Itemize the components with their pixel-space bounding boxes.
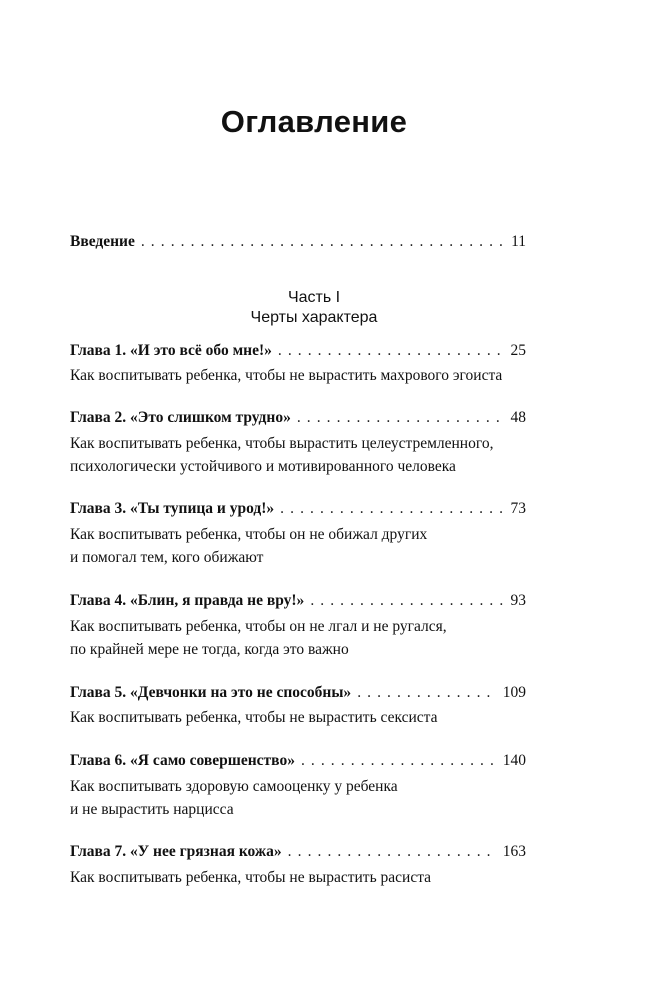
toc-entry-label: Глава 1. «И это всё обо мне!» xyxy=(70,342,272,359)
page-title: Оглавление xyxy=(220,104,408,139)
chapter-4-description xyxy=(70,615,540,661)
description-line: Как воспитывать ребенка, чтобы он не лгал и не ругался, xyxy=(70,618,447,635)
description-line: Как воспитывать ребенка, чтобы не вырастить сексиста xyxy=(70,709,438,726)
toc-entry-label: Глава 4. «Блин, я правда не вру!» xyxy=(70,592,305,609)
chapter-6-description xyxy=(70,775,540,821)
part-number: Часть I xyxy=(287,289,341,306)
description-line: Как воспитывать ребенка, чтобы вырастить целеустремленного, xyxy=(70,435,494,452)
description-line: Как воспитывать здоровую самооценку у ребенка xyxy=(70,778,398,795)
description-line: и не вырастить нарцисса xyxy=(70,801,234,818)
toc-page-number: 25 xyxy=(510,342,526,359)
toc-page-number: 11 xyxy=(511,233,526,250)
toc-page-number: 140 xyxy=(502,752,526,769)
chapter-7-description xyxy=(70,866,540,889)
toc-entry-label: Глава 2. «Это слишком трудно» xyxy=(70,409,291,426)
dot-leader xyxy=(297,408,505,428)
dot-leader xyxy=(280,499,504,519)
dot-leader xyxy=(288,842,497,862)
toc-entry-chapter-3[interactable] xyxy=(70,499,526,519)
toc-entry-chapter-5[interactable] xyxy=(70,683,526,703)
toc-entry-chapter-4[interactable] xyxy=(70,591,526,611)
toc-page-number: 163 xyxy=(502,843,526,860)
toc-entry-label: Введение xyxy=(70,233,135,250)
toc-page-number: 93 xyxy=(510,592,526,609)
part-name: Черты характера xyxy=(250,309,378,326)
chapter-1-description xyxy=(70,364,540,387)
dot-leader xyxy=(278,341,505,361)
toc-entry-chapter-6[interactable] xyxy=(70,751,526,771)
dot-leader xyxy=(141,232,505,252)
toc-page-number: 48 xyxy=(510,409,526,426)
toc-entry-label: Глава 7. «У нее грязная кожа» xyxy=(70,843,282,860)
description-line: Как воспитывать ребенка, чтобы не вырастить расиста xyxy=(70,869,432,886)
description-line: по крайней мере не тогда, когда это важно xyxy=(70,641,349,658)
dot-leader xyxy=(357,683,497,703)
toc-entry-chapter-1[interactable] xyxy=(70,341,526,361)
chapter-3-description xyxy=(70,523,540,569)
description-line: Как воспитывать ребенка, чтобы он не обижал других xyxy=(70,526,428,543)
description-line: и помогал тем, кого обижают xyxy=(70,549,264,566)
toc-entry-label: Глава 3. «Ты тупица и урод!» xyxy=(70,500,275,517)
toc-entry-chapter-7[interactable] xyxy=(70,842,526,862)
description-line: психологически устойчивого и мотивированного человека xyxy=(70,458,456,475)
toc-entry-intro[interactable] xyxy=(70,232,526,252)
toc-page-number: 109 xyxy=(502,684,526,701)
toc-entry-label: Глава 6. «Я само совершенство» xyxy=(70,752,295,769)
toc-page-number: 73 xyxy=(510,500,526,517)
dot-leader xyxy=(310,591,504,611)
dot-leader xyxy=(301,751,497,771)
chapter-2-description xyxy=(70,432,540,478)
description-line: Как воспитывать ребенка, чтобы не вырастить махрового эгоиста xyxy=(70,367,503,384)
toc-entry-label: Глава 5. «Девчонки на это не способны» xyxy=(70,684,352,701)
chapter-5-description xyxy=(70,706,540,729)
toc-entry-chapter-2[interactable] xyxy=(70,408,526,428)
